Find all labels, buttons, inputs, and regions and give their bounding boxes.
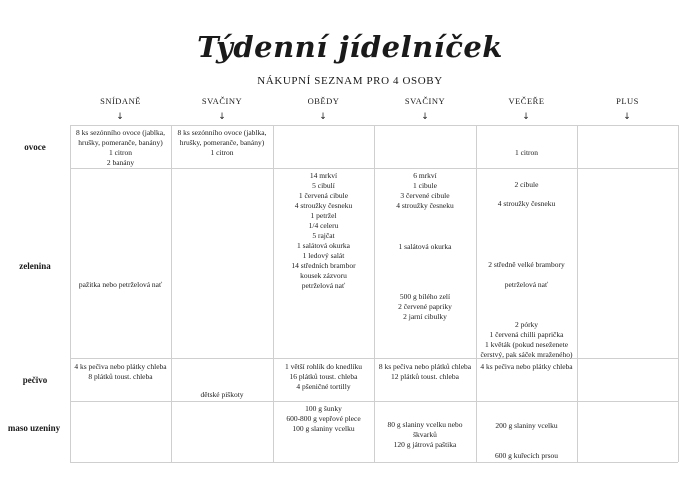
cell-line: 1 citron <box>210 148 234 157</box>
cell-line: 8 plátků toust. chleba <box>88 372 153 381</box>
cell-line: 12 plátků toust. chleba <box>391 372 459 381</box>
arrow-down-icon: ↓ <box>421 112 429 122</box>
grid-line <box>678 125 679 462</box>
grid-line <box>476 125 477 462</box>
cell-pecivo-obedy <box>273 362 374 392</box>
grid-line <box>70 125 71 462</box>
cell-line: 600-800 g vepřové plece <box>286 414 361 423</box>
column-header-svaciny-1: SVAČINY <box>201 96 243 106</box>
cell-line: hrušky, pomeranče, banány) <box>179 138 265 147</box>
cell-line: 1 červená chilli paprička <box>489 330 564 339</box>
cell-line: 8 ks pečiva nebo plátků chleba <box>378 362 472 371</box>
cell-line: petrželová nať <box>301 281 346 290</box>
column-header-svaciny-2: SVAČINY <box>404 96 446 106</box>
grid-line <box>171 125 172 462</box>
cell-line: 1 cibule <box>413 181 437 190</box>
cell-pecivo-svaciny-1 <box>171 390 273 400</box>
row-header-pecivo: pečivo <box>22 375 48 385</box>
cell-line: pažitka nebo petrželová nať <box>78 280 163 289</box>
cell-line: dětské piškoty <box>200 390 244 399</box>
cell-line: 4 stroužky česneku <box>497 199 556 208</box>
arrow-down-icon: ↓ <box>218 112 226 122</box>
cell-line: 80 g slaniny vcelku nebo <box>387 420 463 429</box>
cell-line: 1/4 celeru <box>308 221 339 230</box>
cell-line: 1 citron <box>514 148 539 157</box>
column-header-plus: PLUS <box>616 96 639 106</box>
cell-line: 100 g šunky <box>305 404 342 413</box>
cell-line: 5 cibulí <box>312 181 335 190</box>
cell-line: 4 ks pečiva nebo plátky chleba <box>74 362 167 371</box>
cell-line: 4 stroužky česneku <box>396 201 454 210</box>
cell-line: 14 středních brambor <box>291 261 356 270</box>
grid-line <box>577 125 578 462</box>
cell-line: 2 středně velké brambory <box>488 260 565 269</box>
column-header-obedy: OBĚDY <box>307 96 340 106</box>
cell-line: škvarků <box>413 430 437 439</box>
cell-pecivo-snidane <box>70 362 171 382</box>
cell-line: hrušky, pomeranče, banány) <box>78 138 163 147</box>
cell-zelenina-svaciny-2 <box>374 242 476 252</box>
cell-zelenina-vecere <box>476 320 577 360</box>
column-header-vecere: VEČEŘE <box>508 96 545 106</box>
page-subtitle: NÁKUPNÍ SEZNAM PRO 4 OSOBY <box>257 75 443 87</box>
cell-line: čerstvý, pak sáček mraženého) <box>480 350 573 359</box>
arrow-down-icon: ↓ <box>522 112 530 122</box>
cell-line: 5 rajčat <box>312 231 335 240</box>
cell-line: 2 cibule <box>514 180 539 189</box>
cell-line: 14 mrkví <box>309 171 338 180</box>
cell-line: 500 g bílého zelí <box>399 292 451 301</box>
cell-line: 1 salátová okurka <box>297 241 350 250</box>
cell-line: 600 g kuřecích prsou <box>494 451 559 460</box>
cell-pecivo-svaciny-2 <box>374 362 476 382</box>
cell-maso-svaciny-2 <box>374 420 476 450</box>
cell-zelenina-vecere <box>476 199 577 209</box>
cell-zelenina-vecere <box>476 180 577 190</box>
cell-zelenina-vecere <box>476 260 577 270</box>
cell-maso-vecere <box>476 451 577 461</box>
cell-zelenina-vecere <box>476 280 577 290</box>
column-header-snidane: SNÍDANĚ <box>100 96 141 106</box>
row-header-ovoce: ovoce <box>24 142 46 152</box>
cell-line: 1 salátová okurka <box>398 242 452 251</box>
cell-line: 120 g játrová paštika <box>393 440 457 449</box>
grid-line <box>70 462 678 463</box>
row-header-zelenina: zelenina <box>19 261 51 271</box>
cell-line: 1 ledový salát <box>302 251 345 260</box>
cell-line: 200 g slaniny vcelku <box>495 421 558 430</box>
cell-line: 1 červená cibule <box>298 191 349 200</box>
cell-maso-vecere <box>476 421 577 431</box>
arrow-down-icon: ↓ <box>623 112 631 122</box>
cell-line: 100 g slaniny vcelku <box>292 424 355 433</box>
cell-pecivo-vecere <box>476 362 577 372</box>
cell-line: 4 stroužky česneku <box>294 201 353 210</box>
cell-zelenina-svaciny-2 <box>374 292 476 322</box>
cell-line: 1 větší rohlík do knedlíku <box>284 362 363 371</box>
cell-line: 6 mrkví <box>413 171 437 180</box>
cell-zelenina-snidane <box>70 280 171 290</box>
cell-ovoce-vecere <box>476 148 577 158</box>
cell-ovoce-snidane <box>70 128 171 168</box>
cell-zelenina-obedy <box>273 171 374 291</box>
cell-line: kousek zázvoru <box>300 271 347 280</box>
arrow-down-icon: ↓ <box>319 112 327 122</box>
cell-line: 4 pšeničné tortilly <box>296 382 351 391</box>
row-header-maso-uzeniny: maso uzeniny <box>7 423 61 433</box>
cell-line: 2 banány <box>106 158 135 167</box>
cell-line: 1 petržel <box>310 211 337 220</box>
cell-line: 1 květák (pokud neseženete <box>484 340 569 349</box>
cell-line: 2 pórky <box>514 320 539 329</box>
page-title: Týdenní jídelníček <box>197 30 503 64</box>
cell-zelenina-svaciny-2 <box>374 171 476 211</box>
cell-line: 8 ks sezónního ovoce (jablka, <box>177 128 267 137</box>
cell-line: 3 červené cibule <box>400 191 450 200</box>
cell-line: 2 jarní cibulky <box>403 312 447 321</box>
cell-line: 8 ks sezónního ovoce (jablka, <box>76 128 165 137</box>
cell-line: 2 červené papriky <box>398 302 452 311</box>
cell-line: petrželová nať <box>504 280 549 289</box>
arrow-down-icon: ↓ <box>116 112 124 122</box>
cell-maso-obedy <box>273 404 374 434</box>
cell-ovoce-svaciny-1 <box>171 128 273 158</box>
cell-line: 1 citron <box>108 148 133 157</box>
cell-line: 4 ks pečiva nebo plátky chleba <box>480 362 573 371</box>
cell-line: 16 plátků toust. chleba <box>289 372 358 381</box>
